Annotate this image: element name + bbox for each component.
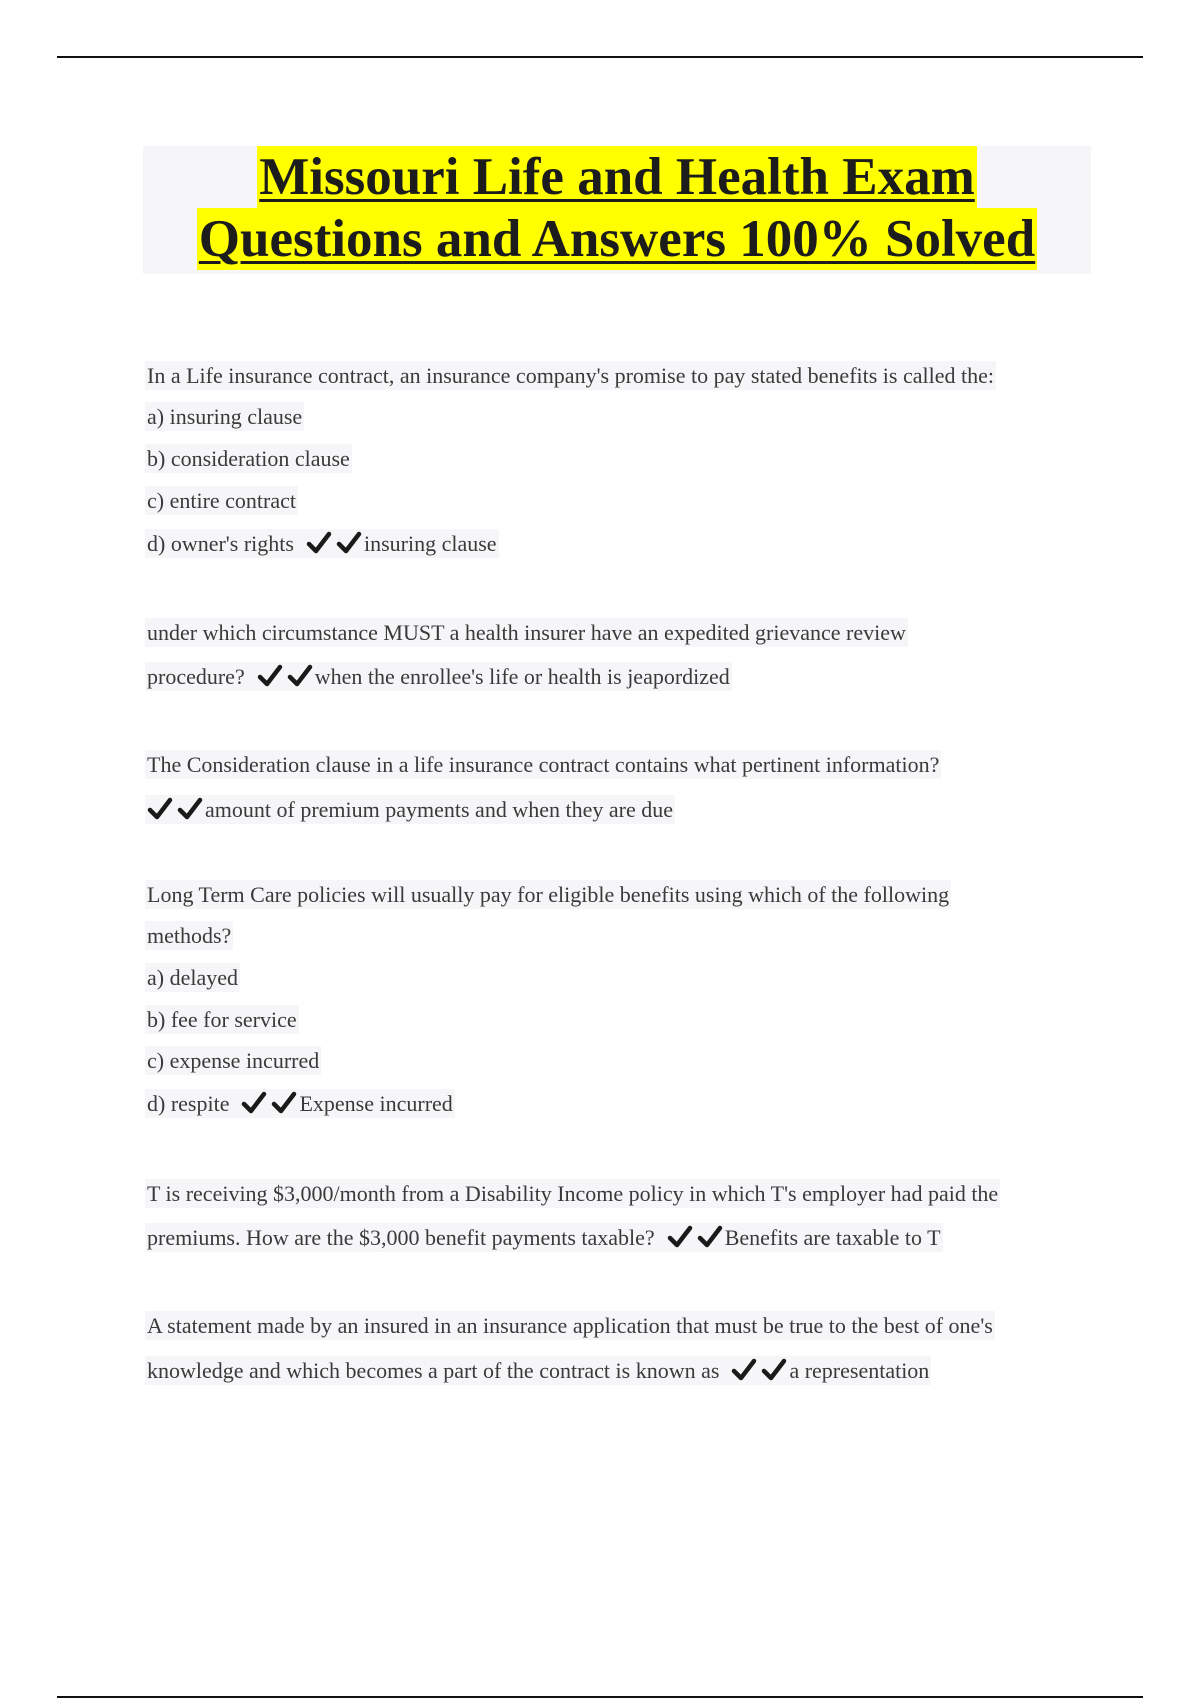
answer-text: insuring clause	[363, 531, 497, 556]
top-rule	[57, 56, 1143, 58]
check-icon	[147, 797, 173, 821]
question-text: A statement made by an insured in an insurance application that must be true to the best of one's	[147, 1313, 993, 1338]
qa-item-6	[145, 1303, 1105, 1393]
question-text: In a Life insurance contract, an insurance company's promise to pay stated benefits is called the:	[147, 363, 994, 388]
question-with-answer: premiums. How are the $3,000 benefit payments taxable? Benefits are taxable to T	[147, 1225, 941, 1250]
question-text: The Consideration clause in a life insurance contract contains what pertinent information?	[147, 752, 940, 777]
answer-text: Expense incurred	[299, 1091, 453, 1116]
question-text: Long Term Care policies will usually pay for eligible benefits using which of the following	[147, 882, 950, 907]
answer-text: amount of premium payments and when they are due	[205, 797, 673, 822]
option-b: b) fee for service	[147, 1007, 297, 1032]
question-with-answer: procedure? when the enrollee's life or health is jeapordized	[147, 664, 730, 689]
check-icon	[271, 1091, 297, 1115]
check-icon	[257, 664, 283, 688]
check-icon	[697, 1225, 723, 1249]
option-d-with-answer: d) respite Expense incurred	[147, 1091, 453, 1116]
question-with-answer: knowledge and which becomes a part of the contract is known as a representation	[147, 1358, 930, 1383]
bottom-rule	[57, 1696, 1143, 1698]
check-icon	[761, 1358, 787, 1382]
question-text: T is receiving $3,000/month from a Disability Income policy in which T's employer had paid the	[147, 1181, 999, 1206]
qa-item-2	[145, 611, 1105, 699]
option-a: a) delayed	[147, 965, 238, 990]
question-text-cont: methods?	[147, 923, 232, 948]
option-a: a) insuring clause	[147, 404, 303, 429]
check-icon	[306, 531, 332, 555]
answer-line	[145, 788, 1105, 832]
answer-text: when the enrollee's life or health is jeapordized	[314, 664, 730, 689]
qa-item-3	[145, 742, 1105, 832]
option-d-with-answer: d) owner's rights insuring clause	[147, 531, 497, 556]
option-c: c) entire contract	[147, 488, 297, 513]
check-icon	[336, 531, 362, 555]
qa-item-4	[145, 875, 1105, 1126]
answer-text: Benefits are taxable to T	[724, 1225, 941, 1250]
option-b: b) consideration clause	[147, 446, 350, 471]
option-c: c) expense incurred	[147, 1048, 320, 1073]
check-icon	[287, 664, 313, 688]
title-block	[143, 146, 1091, 274]
check-icon	[241, 1091, 267, 1115]
title-line-2: Questions and Answers 100% Solved	[198, 210, 1036, 268]
title-line-1: Missouri Life and Health Exam	[259, 148, 975, 206]
check-icon	[177, 797, 203, 821]
check-icon	[667, 1225, 693, 1249]
qa-item-1	[145, 355, 1105, 566]
answer-text: a representation	[789, 1358, 930, 1383]
question-text: under which circumstance MUST a health insurer have an expedited grievance review	[147, 620, 906, 645]
check-icon	[731, 1358, 757, 1382]
qa-item-5	[145, 1172, 1105, 1260]
